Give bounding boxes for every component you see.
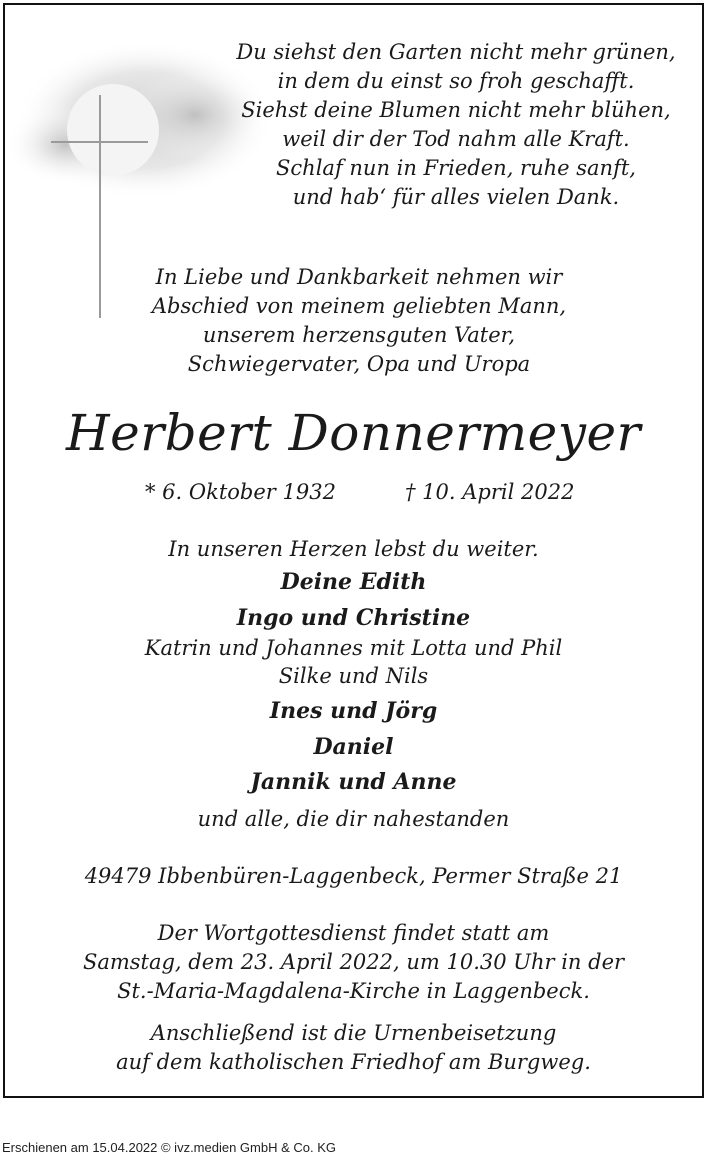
- poem-line: Schlaf nun in Frieden, ruhe sanft,: [276, 156, 636, 180]
- service-info: [5, 919, 702, 1006]
- intro-text: [105, 263, 613, 379]
- tribute-text: In unseren Herzen lebst du weiter.: [168, 537, 539, 561]
- family-line-children: Ines und Jörg: [269, 698, 438, 724]
- mourning-address: 49479 Ibbenbüren-Laggenbeck, Permer Straße 21: [84, 864, 623, 888]
- burial-line: auf dem katholischen Friedhof am Burgweg.: [116, 1050, 591, 1074]
- grandchildren-line: Silke und Nils: [278, 664, 429, 688]
- publication-footer: Erschienen am 15.04.2022 © ivz.medien GmbH & Co. KG: [2, 1140, 337, 1155]
- others-text: und alle, die dir nahestanden: [197, 807, 510, 831]
- service-line: St.-Maria-Magdalena-Kirche in Laggenbeck.: [117, 979, 590, 1003]
- poem-line: und hab‘ für alles vielen Dank.: [292, 185, 620, 209]
- poem-line: weil dir der Tod nahm alle Kraft.: [282, 127, 630, 151]
- intro-line: Schwiegervater, Opa und Uropa: [187, 352, 531, 376]
- intro-line: Abschied von meinem geliebten Mann,: [151, 294, 567, 318]
- service-line: Samstag, dem 23. April 2022, um 10.30 Uhr in der: [82, 950, 625, 974]
- death-date: † 10. April 2022: [405, 480, 575, 504]
- service-line: Der Wortgottesdienst findet statt am: [157, 921, 550, 945]
- intro-line: unserem herzensguten Vater,: [202, 323, 516, 347]
- poem-verse: [225, 38, 687, 212]
- poem-line: Du siehst den Garten nicht mehr grünen,: [236, 40, 676, 64]
- birth-date: * 6. Oktober 1932: [145, 480, 336, 504]
- family-line-grandchild: Daniel: [313, 734, 394, 760]
- intro-line: In Liebe und Dankbarkeit nehmen wir: [155, 265, 563, 289]
- deceased-name: Herbert Donnermeyer: [66, 404, 641, 462]
- family-line-grandchildren: [5, 634, 702, 690]
- obituary-frame: [3, 3, 704, 1098]
- burial-line: Anschließend ist die Urnenbeisetzung: [150, 1021, 557, 1045]
- family-line-children: Ingo und Christine: [236, 605, 471, 631]
- poem-line: Siehst deine Blumen nicht mehr blühen,: [241, 98, 671, 122]
- moon-shape: [67, 84, 159, 176]
- burial-info: [5, 1019, 702, 1077]
- poem-line: in dem du einst so froh geschafft.: [277, 69, 635, 93]
- grandchildren-line: Katrin und Johannes mit Lotta und Phil: [144, 636, 563, 660]
- family-line-grandchildren: Jannik und Anne: [250, 769, 457, 795]
- family-line-wife: Deine Edith: [280, 569, 427, 595]
